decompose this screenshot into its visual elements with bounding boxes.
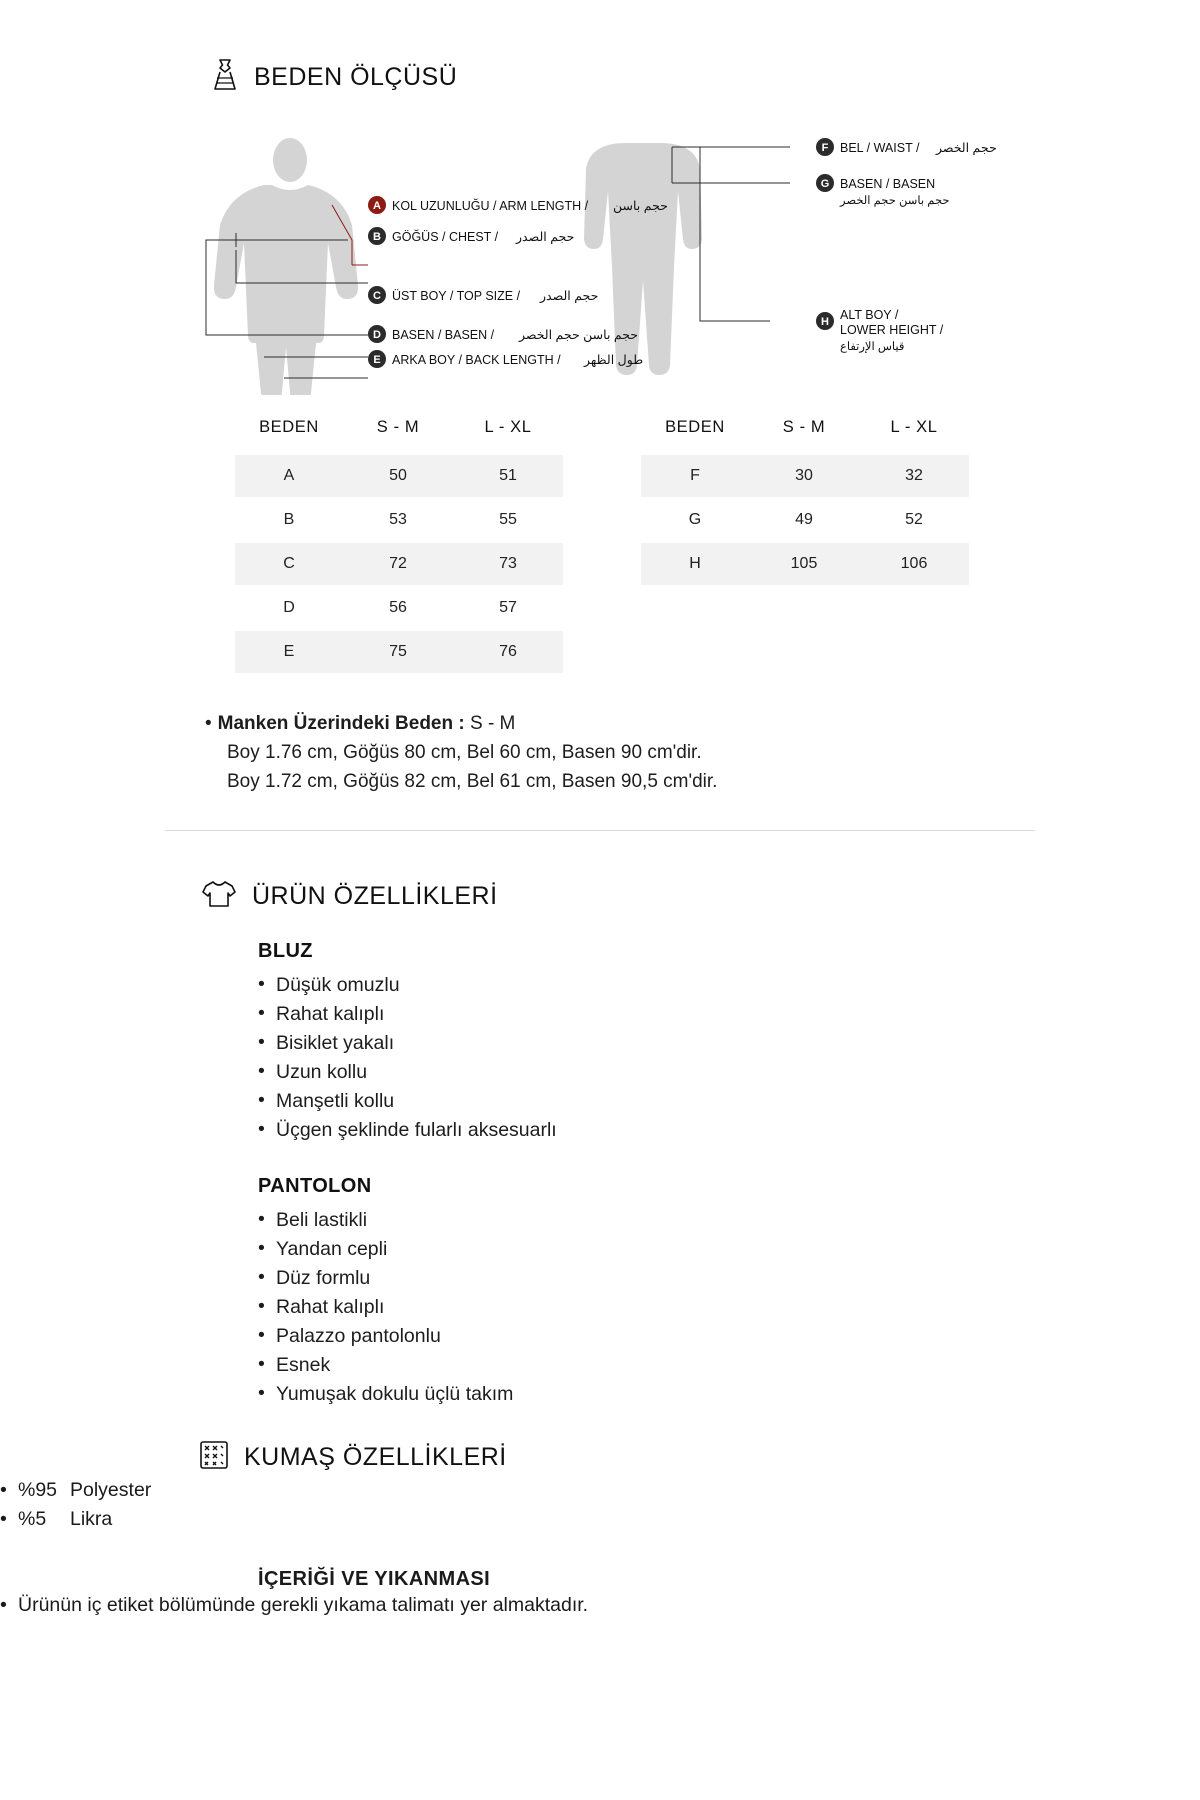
svg-text:ARKA BOY / BACK LENGTH /: ARKA BOY / BACK LENGTH /: [392, 353, 561, 367]
list-item: • Uzun kollu: [258, 1058, 1200, 1087]
svg-text:GÖĞÜS / CHEST /: GÖĞÜS / CHEST /: [392, 230, 499, 244]
diagram-label-a: [368, 196, 668, 214]
table-row: [235, 587, 563, 631]
svg-text:H: H: [821, 316, 829, 328]
svg-text:B: B: [373, 231, 381, 243]
list-item: [0, 1476, 1200, 1505]
section-divider: [165, 830, 1035, 831]
row-lxl: 73: [453, 543, 563, 587]
list-item: • Esnek: [258, 1351, 1200, 1380]
svg-text:حجم باسن: حجم باسن: [613, 199, 668, 213]
col-sm: S - M: [376, 418, 420, 436]
measurement-diagram: [0, 135, 1200, 390]
features-section-title: ÜRÜN ÖZELLİKLERİ: [252, 882, 498, 910]
list-item: • Rahat kalıplı: [258, 1000, 1200, 1029]
svg-text:حجم باسن حجم الخصر: حجم باسن حجم الخصر: [519, 328, 639, 342]
diagram-label-g: [816, 174, 950, 207]
row-sm: 53: [343, 499, 453, 543]
svg-text:BASEN / BASEN /: BASEN / BASEN /: [392, 328, 495, 342]
fabric-section-title: KUMAŞ ÖZELLİKLERİ: [244, 1443, 507, 1471]
col-sm: S - M: [782, 418, 826, 436]
row-lxl: 51: [453, 455, 563, 499]
care-instructions-list: [0, 1591, 1200, 1620]
col-lxl: L - XL: [890, 418, 938, 436]
diagram-label-f: [816, 138, 997, 156]
table-row: [641, 455, 969, 499]
fabric-name: Polyester: [70, 1479, 152, 1501]
size-section-header: [0, 0, 1200, 97]
table-row: [235, 455, 563, 499]
svg-text:حجم الخصر: حجم الخصر: [936, 141, 997, 155]
fabric-percent: %5: [18, 1508, 47, 1530]
model-measure-line-1: Boy 1.76 cm, Göğüs 80 cm, Bel 60 cm, Basen 90 cm'dir.: [227, 742, 702, 763]
list-item: • Rahat kalıplı: [258, 1293, 1200, 1322]
feature-list: [258, 971, 1200, 1145]
row-lxl: 55: [453, 499, 563, 543]
row-lxl: 57: [453, 587, 563, 631]
row-sm: 49: [749, 499, 859, 543]
list-item: • Palazzo pantolonlu: [258, 1322, 1200, 1351]
size-section-title: BEDEN ÖLÇÜSÜ: [254, 63, 458, 91]
product-features: [0, 940, 1200, 1409]
list-item: • Yandan cepli: [258, 1235, 1200, 1264]
features-section-header: [0, 879, 1200, 914]
svg-text:C: C: [373, 290, 381, 302]
feature-list: [258, 1206, 1200, 1409]
col-lxl: L - XL: [484, 418, 532, 436]
fabric-section-header: [0, 1439, 1200, 1476]
svg-text:D: D: [373, 329, 381, 341]
svg-text:ALT BOY /: ALT BOY /: [840, 308, 899, 322]
row-key: H: [641, 543, 749, 587]
tshirt-icon: [200, 879, 238, 914]
svg-text:ÜST BOY / TOP SIZE /: ÜST BOY / TOP SIZE /: [392, 289, 521, 303]
diagram-label-b: [368, 227, 575, 245]
fabric-name: Likra: [70, 1508, 113, 1530]
list-item: • Düşük omuzlu: [258, 971, 1200, 1000]
fabric-percent: %95: [18, 1479, 58, 1501]
dress-icon: [210, 58, 240, 97]
svg-text:حجم الصدر: حجم الصدر: [540, 289, 599, 303]
svg-text:E: E: [373, 354, 381, 366]
diagram-label-h: [816, 308, 944, 354]
row-key: B: [235, 499, 343, 543]
feature-group-pantolon: [258, 1175, 1200, 1409]
row-lxl: 106: [859, 543, 969, 587]
row-key: C: [235, 543, 343, 587]
row-key: D: [235, 587, 343, 631]
size-table-bottom: [641, 408, 969, 587]
svg-text:KOL UZUNLUĞU / ARM LENGTH /: KOL UZUNLUĞU / ARM LENGTH /: [392, 199, 589, 213]
bullet-icon: •: [205, 713, 212, 734]
diagram-label-c: [368, 286, 599, 304]
model-measure-line-2: Boy 1.72 cm, Göğüs 82 cm, Bel 61 cm, Basen 90,5 cm'dir.: [227, 771, 718, 792]
fabric-swatch-icon: [198, 1439, 230, 1476]
table-row: [235, 631, 563, 675]
svg-text:حجم باسن حجم الخصر: حجم باسن حجم الخصر: [840, 195, 950, 207]
table-row: [641, 543, 969, 587]
svg-text:حجم الصدر: حجم الصدر: [516, 230, 575, 244]
table-row: [235, 543, 563, 587]
row-key: E: [235, 631, 343, 675]
feature-group-bluz: [258, 940, 1200, 1145]
svg-text:F: F: [821, 142, 829, 154]
row-lxl: 32: [859, 455, 969, 499]
row-sm: 72: [343, 543, 453, 587]
row-lxl: 52: [859, 499, 969, 543]
svg-text:A: A: [373, 200, 381, 212]
row-sm: 56: [343, 587, 453, 631]
row-key: F: [641, 455, 749, 499]
col-beden: BEDEN: [259, 418, 319, 436]
list-item: • Düz formlu: [258, 1264, 1200, 1293]
svg-text:LOWER HEIGHT /: LOWER HEIGHT /: [840, 323, 944, 337]
svg-text:طول الظهر: طول الظهر: [584, 353, 644, 367]
list-item: • Yumuşak dokulu üçlü takım: [258, 1380, 1200, 1409]
row-key: A: [235, 455, 343, 499]
row-sm: 105: [749, 543, 859, 587]
svg-text:BEL / WAIST /: BEL / WAIST /: [840, 141, 920, 155]
table-row: [641, 499, 969, 543]
size-tables: [0, 408, 1200, 675]
diagram-label-e: [368, 350, 643, 368]
list-item: • Manşetli kollu: [258, 1087, 1200, 1116]
diagram-label-d: [368, 325, 638, 343]
row-sm: 75: [343, 631, 453, 675]
list-item: [0, 1505, 1200, 1534]
feature-group-title: PANTOLON: [258, 1175, 372, 1197]
model-size-value: S - M: [470, 713, 516, 734]
row-sm: 30: [749, 455, 859, 499]
fabric-composition-list: [0, 1476, 1200, 1534]
row-lxl: 76: [453, 631, 563, 675]
size-table-top: [235, 408, 563, 675]
svg-text:G: G: [820, 178, 830, 190]
model-size-label: Manken Üzerindeki Beden :: [217, 713, 465, 734]
svg-text:BASEN / BASEN: BASEN / BASEN: [840, 177, 936, 191]
col-beden: BEDEN: [665, 418, 725, 436]
table-header-row: [235, 408, 563, 455]
list-item: • Ürünün iç etiket bölümünde gerekli yıkama talimatı yer almaktadır.: [0, 1591, 640, 1620]
svg-text:قياس الإرتفاع: قياس الإرتفاع: [840, 341, 905, 353]
feature-group-title: BLUZ: [258, 940, 313, 962]
row-sm: 50: [343, 455, 453, 499]
list-item: • Üçgen şeklinde fularlı aksesuarlı: [258, 1116, 1200, 1145]
model-size-note: [0, 709, 1200, 796]
care-section-title: İÇERİĞİ VE YIKANMASI: [258, 1568, 491, 1590]
table-header-row: [641, 408, 969, 455]
table-row: [235, 499, 563, 543]
row-key: G: [641, 499, 749, 543]
list-item: • Bisiklet yakalı: [258, 1029, 1200, 1058]
list-item: • Beli lastikli: [258, 1206, 1200, 1235]
